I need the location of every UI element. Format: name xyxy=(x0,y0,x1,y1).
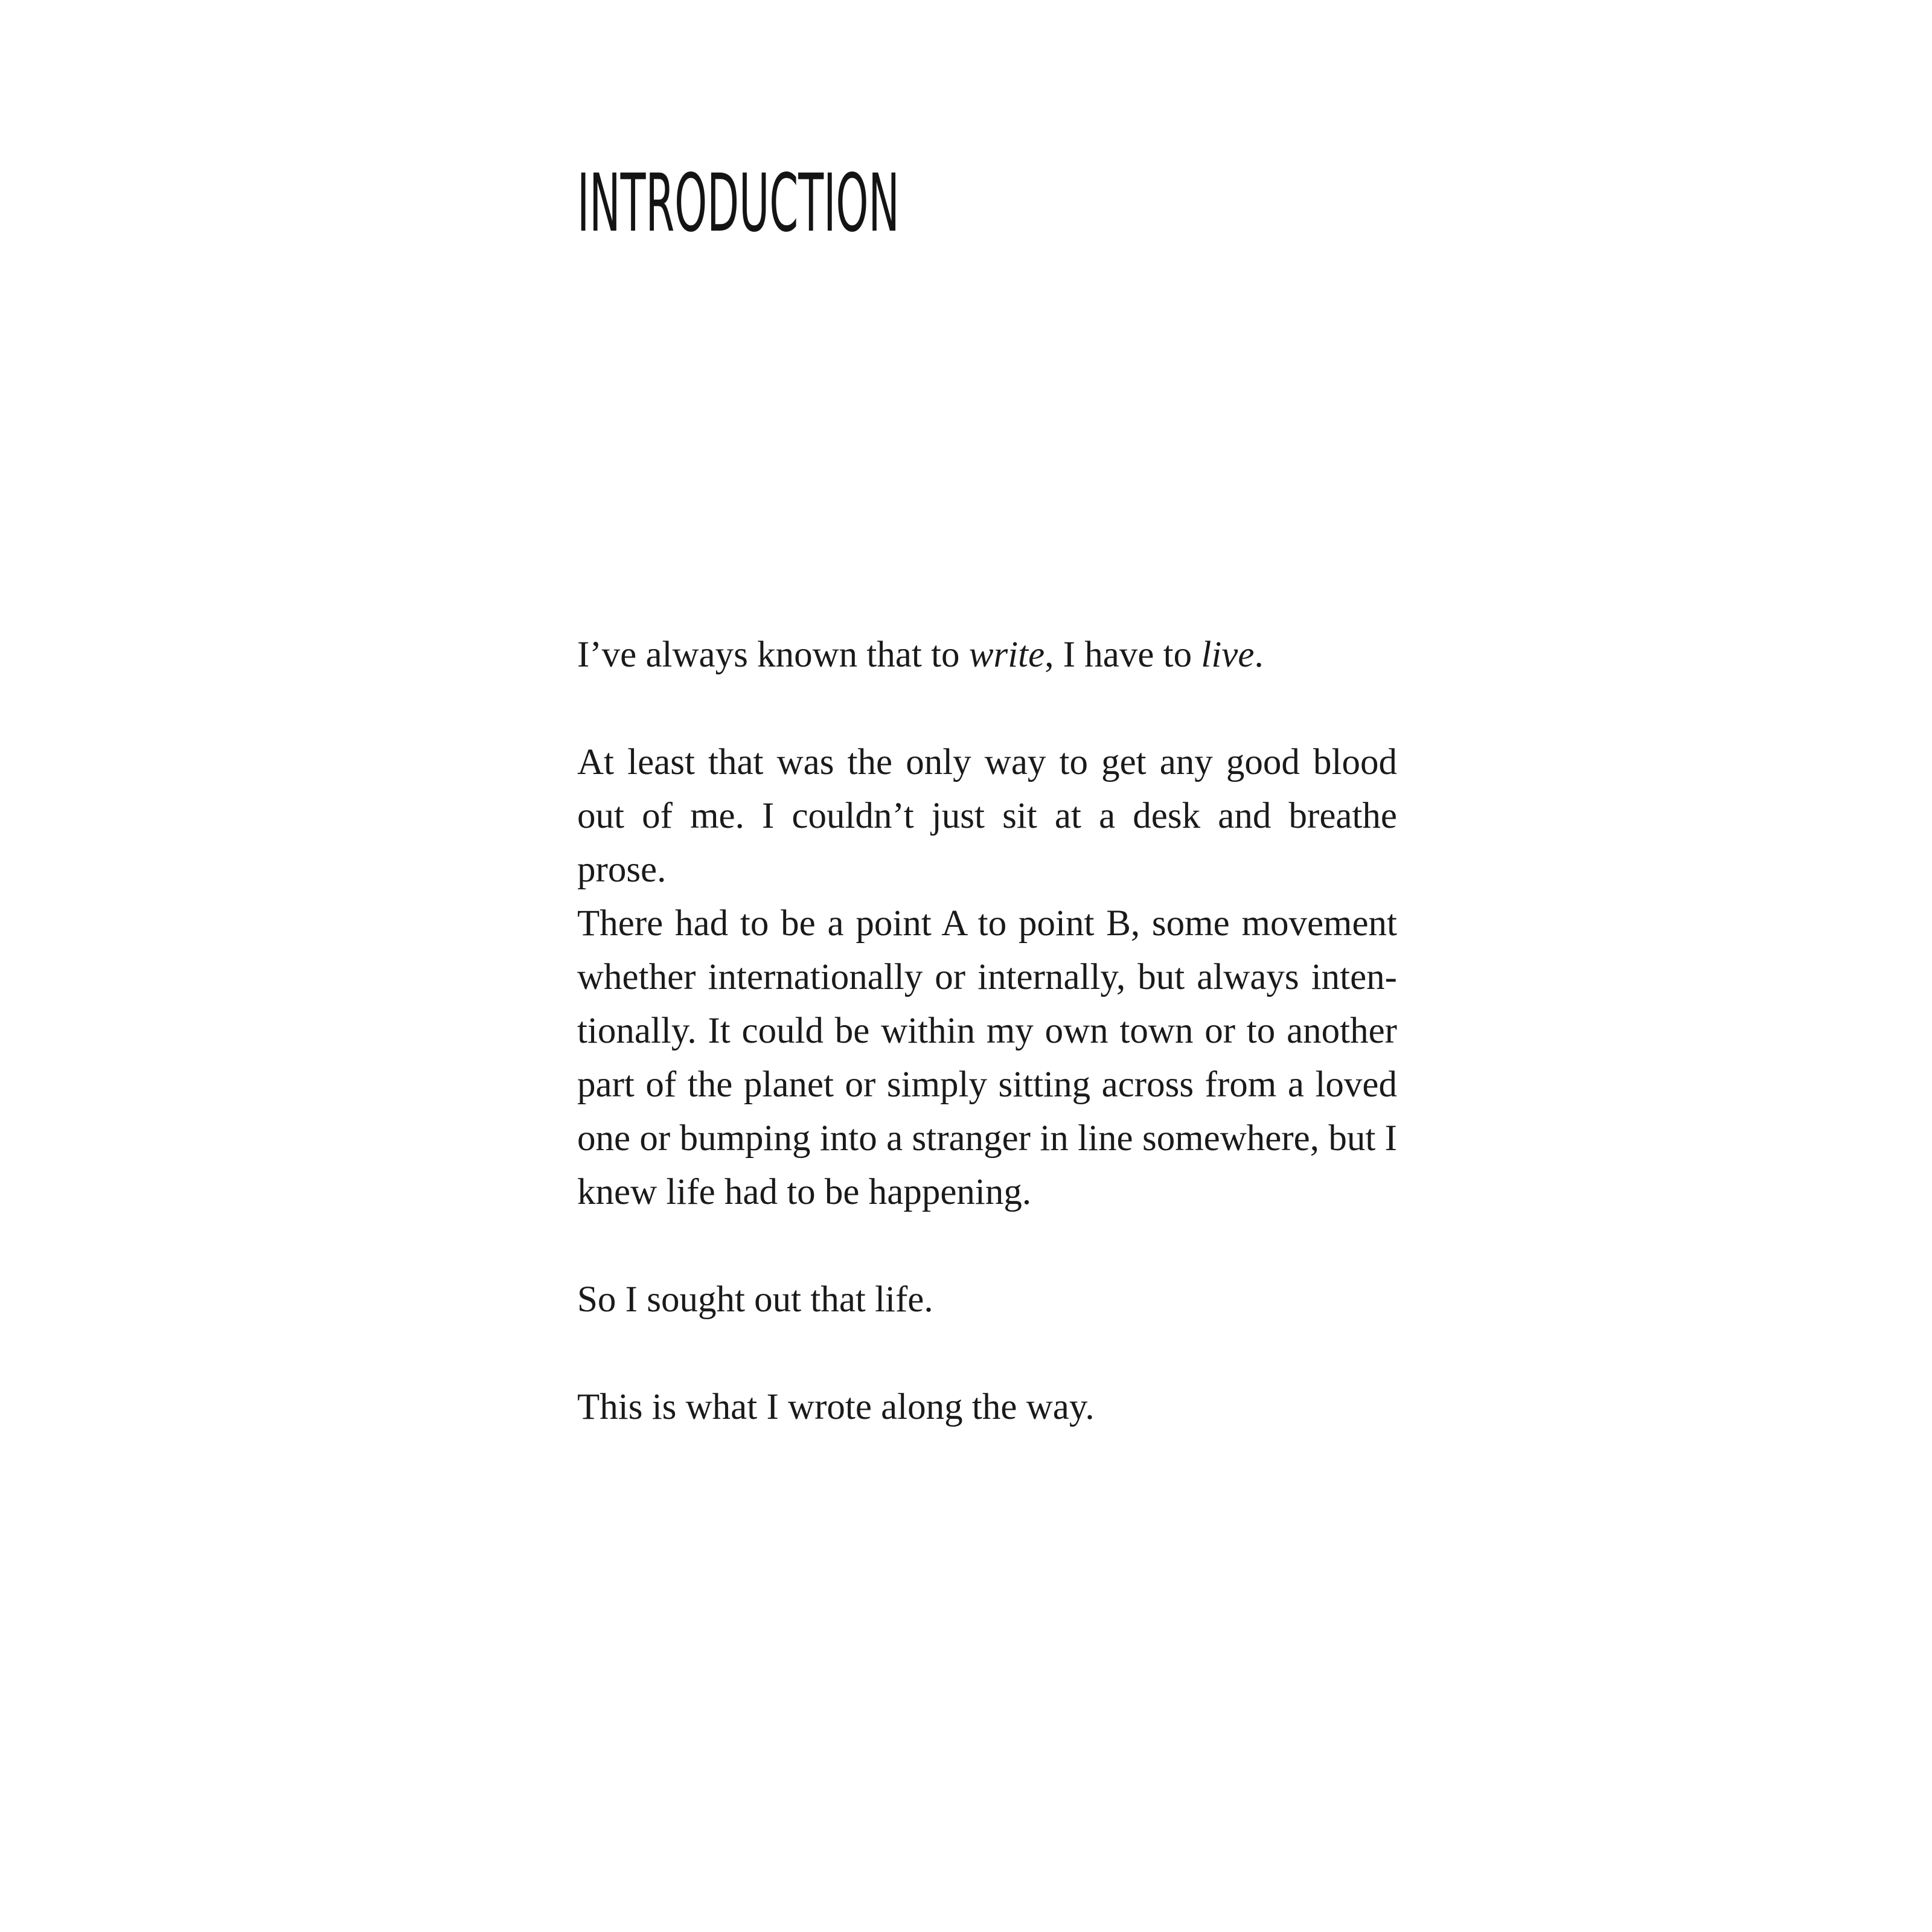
emphasis-write: write xyxy=(968,635,1045,675)
paragraph-2-line: one or bumping into a stranger in line somewhere, but I xyxy=(577,1118,1397,1159)
chapter-title: INTRODUCTION xyxy=(577,157,900,250)
paragraph-2 xyxy=(577,735,1397,1219)
paragraph-2-line: There had to be a point A to point B, some movement xyxy=(577,903,1397,944)
paragraph-1-text: I’ve always known that to xyxy=(577,635,969,675)
paragraph-1-text: , I have to xyxy=(1044,635,1201,675)
chapter-body xyxy=(577,628,1397,1488)
emphasis-live: live xyxy=(1201,635,1255,675)
paragraph-2-line: whether internationally or internally, but always inten- xyxy=(577,957,1397,997)
paragraph-2-line: At least that was the only way to get any good blood xyxy=(577,742,1397,782)
paragraph-2-line: tionally. It could be within my own town or to another xyxy=(577,1011,1397,1051)
paragraph-4: This is what I wrote along the way. xyxy=(577,1387,1095,1427)
paragraph-1 xyxy=(577,628,1397,682)
paragraph-3: So I sought out that life. xyxy=(577,1279,933,1320)
paragraph-1-text: . xyxy=(1254,635,1264,675)
paragraph-2-line: knew life had to be happening. xyxy=(577,1172,1032,1212)
paragraph-2-line: out of me. I couldn’t just sit at a desk and breathe prose. xyxy=(577,796,1397,890)
paragraph-2-line: part of the planet or simply sitting across from a loved xyxy=(577,1064,1397,1105)
